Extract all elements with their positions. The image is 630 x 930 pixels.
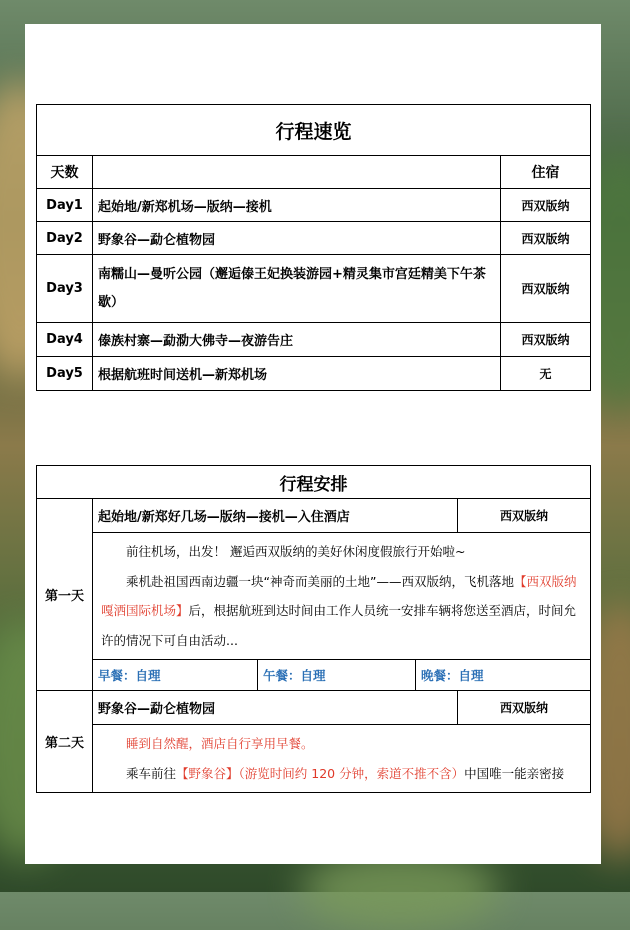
table-row — [37, 323, 591, 357]
day1-route-row — [37, 499, 591, 533]
day2-description-row — [37, 725, 591, 793]
day-cell: Day4 — [37, 323, 93, 357]
day2-paragraph — [101, 759, 584, 789]
lunch: 午餐：自理 — [258, 660, 416, 691]
table-row — [37, 255, 591, 323]
itinerary-overview-table — [36, 104, 591, 391]
stay-cell: 西双版纳 — [500, 323, 590, 357]
day1-meals-row — [37, 660, 591, 691]
day1-paragraph — [101, 567, 584, 656]
route-cell: 南糯山—曼听公园（邂逅傣王妃换装游园+精灵集市宫廷精美下午茶歇） — [93, 255, 501, 323]
day2-route-row — [37, 691, 591, 725]
overview-title: 行程速览 — [37, 105, 591, 156]
text: 后，根据航班到达时间由工作人员统一安排车辆将您送至酒店，时间允许的情况下可自由活动... — [101, 603, 577, 648]
dinner: 晚餐：自理 — [416, 660, 591, 691]
text: 乘机赴祖国西南边疆一块“神奇而美丽的土地”——西双版纳，飞机落地 — [126, 573, 514, 589]
day1-paragraph: 前往机场，出发！ 邂逅西双版纳的美好休闲度假旅行开始啦~ — [126, 544, 466, 559]
route-cell: 野象谷—勐仑植物园 — [93, 222, 501, 255]
table-row — [37, 189, 591, 222]
header-stay: 住宿 — [500, 156, 590, 189]
itinerary-schedule-table — [36, 465, 591, 793]
day2-label: 第二天 — [37, 691, 93, 793]
day2-description — [93, 725, 591, 793]
day2-stay: 西双版纳 — [458, 691, 591, 725]
day-cell: Day1 — [37, 189, 93, 222]
text: 中国唯一能亲密接 — [464, 765, 565, 781]
stay-cell: 西双版纳 — [500, 255, 590, 323]
stay-cell: 西双版纳 — [500, 222, 590, 255]
day1-stay: 西双版纳 — [458, 499, 591, 533]
table-row — [37, 222, 591, 255]
text: 乘车前往 — [126, 765, 177, 781]
day-cell: Day5 — [37, 357, 93, 391]
header-route — [93, 156, 501, 189]
document-page — [25, 24, 601, 864]
route-cell: 傣族村寨—勐泐大佛寺—夜游告庄 — [93, 323, 501, 357]
schedule-title: 行程安排 — [37, 466, 591, 499]
day1-route: 起始地/新郑好几场—版纳—接机—入住酒店 — [93, 499, 458, 533]
breakfast: 早餐：自理 — [93, 660, 258, 691]
day1-description — [93, 533, 591, 660]
stay-cell: 无 — [500, 357, 590, 391]
table-row — [37, 357, 591, 391]
route-cell: 起始地/新郑机场—版纳—接机 — [93, 189, 501, 222]
route-cell: 根据航班时间送机—新郑机场 — [93, 357, 501, 391]
attraction-highlight: 【野象谷】（游览时间约 120 分钟，索道不推不含） — [176, 765, 465, 781]
day-cell: Day3 — [37, 255, 93, 323]
day2-route: 野象谷—勐仑植物园 — [93, 691, 458, 725]
stay-cell: 西双版纳 — [500, 189, 590, 222]
airport-highlight: 【西双版纳嘎洒国际机场】 — [101, 573, 577, 618]
header-day: 天数 — [37, 156, 93, 189]
day1-label: 第一天 — [37, 499, 93, 691]
day1-description-row — [37, 533, 591, 660]
day2-paragraph: 睡到自然醒，酒店自行享用早餐。 — [126, 736, 314, 751]
day-cell: Day2 — [37, 222, 93, 255]
